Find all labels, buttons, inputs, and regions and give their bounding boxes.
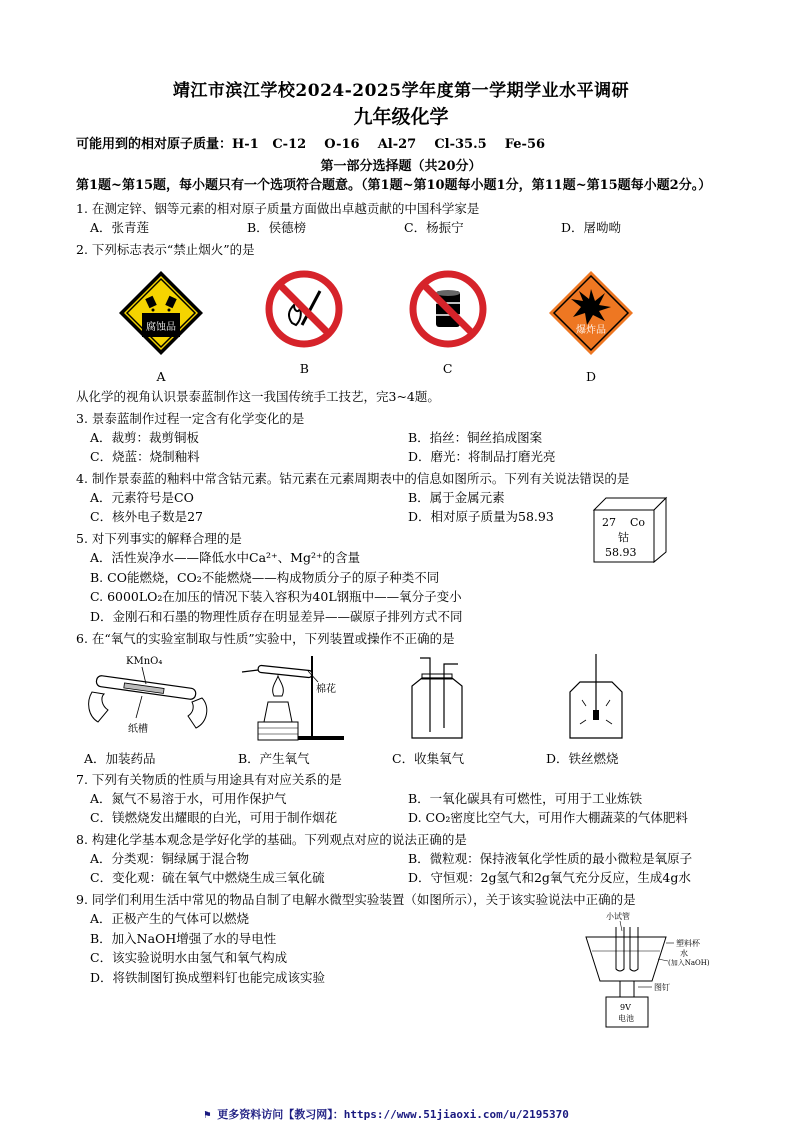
option-d: D．磨光：将制品打磨光亮	[408, 449, 556, 464]
option-b: B．加入NaOH增强了水的导电性	[90, 930, 277, 946]
cup-label: 塑料杯	[676, 939, 700, 948]
option-a: A．张青莲	[90, 220, 150, 235]
option-b: B．侯德榜	[247, 220, 307, 235]
exam-title: 靖江市滨江学校2024-2025学年度第一学期学业水平调研	[172, 81, 630, 101]
question-3-stem: 3. 景泰蓝制作过程一定含有化学变化的是	[76, 411, 305, 426]
apparatus-row	[76, 652, 696, 767]
apparatus-b-caption: B．产生氧气	[238, 751, 310, 766]
flag-icon: ⚑	[204, 1108, 218, 1121]
water-label: 水	[680, 949, 688, 958]
option-b: B．掐丝：铜丝掐成图案	[408, 430, 543, 445]
sign-a-label: 腐蚀品	[146, 322, 176, 333]
section-instructions: 第1题~第15题，每小题只有一个选项符合题意。（第1题~第10题每小题1分，第11题~第15题每小题2分。）	[76, 178, 712, 193]
element-number: 27	[602, 516, 616, 529]
option-d: D．金刚石和石墨的物理性质存在明显差异——碳原子排列方式不同	[90, 608, 463, 624]
question-3-options-row2	[76, 447, 726, 466]
trough-label: 纸槽	[128, 724, 148, 735]
apparatus-d	[546, 652, 696, 767]
question-8-options-row1	[76, 849, 726, 868]
option-b: B．微粒观：保持液氧化学性质的最小微粒是氧原子	[408, 851, 693, 866]
sign-options	[116, 269, 636, 384]
question-1-options	[76, 218, 726, 237]
option-b: B. CO能燃烧，CO₂不能燃烧——构成物质分子的原子种类不同	[90, 569, 440, 585]
battery-label: 电池	[618, 1014, 634, 1023]
sign-d	[546, 269, 636, 384]
footer-link[interactable]: ⚑ 更多资料访问【教习网】：https://www.51jiaoxi.com/u/2195370	[204, 1108, 569, 1121]
question-7-options-row1	[76, 789, 726, 808]
collect-oxygen-diagram	[392, 652, 522, 744]
atomic-mass-line: 可能用到的相对原子质量：H-1 C-12 O-16 Al-27 Cl-35.5 Fe-56	[76, 137, 546, 152]
question-5-stem: 5. 对下列事实的解释合理的是	[76, 531, 242, 546]
option-a: A．裁剪：裁剪铜板	[90, 430, 200, 445]
question-9-stem: 9. 同学们利用生活中常见的物品自制了电解水微型实验装置（如图所示），关于该实验说法中正确的是	[76, 892, 636, 907]
sign-a	[116, 269, 206, 384]
atom-cl: Cl-35.5	[434, 137, 487, 152]
sign-b	[259, 269, 349, 384]
sign-d-letter: D	[585, 369, 596, 384]
option-c: C．镁燃烧发出耀眼的白光，可用于制作烟花	[90, 810, 338, 825]
produce-oxygen-diagram	[238, 652, 368, 744]
option-a: A．活性炭净水——降低水中Ca²⁺、Mg²⁺的含量	[90, 550, 361, 565]
apparatus-a-caption: A．加装药品	[84, 751, 156, 766]
add-reagent-diagram	[84, 652, 214, 744]
question-7-options-row2	[76, 808, 726, 827]
question-7-stem: 7. 下列有关物质的性质与用途具有对应关系的是	[76, 772, 342, 787]
question-2-stem: 2. 下列标志表示“禁止烟火”的是	[76, 242, 255, 257]
atom-c: C-12	[272, 137, 307, 152]
apparatus-c	[392, 652, 542, 767]
option-a: A．氮气不易溶于水，可用作保护气	[90, 791, 287, 806]
no-fire-sign-icon	[264, 269, 344, 349]
apparatus-b	[238, 652, 388, 767]
question-8-options-row2	[76, 868, 726, 887]
tube-label: 小试管	[606, 912, 630, 921]
cobalt-element-card	[592, 496, 668, 564]
option-d: D．将铁制图钉换成塑料钉也能完成该实验	[90, 969, 326, 985]
question-3-options-row1	[76, 428, 726, 447]
atom-h: H-1	[232, 137, 259, 152]
no-barrel-sign-icon	[408, 269, 488, 349]
option-a: A．正极产生的气体可以燃烧	[90, 911, 250, 926]
option-b: B．一氧化碳具有可燃性，可用于工业炼铁	[408, 791, 643, 806]
question-9	[76, 891, 726, 1023]
question-1-stem: 1. 在测定锌、铟等元素的相对原子质量方面做出卓越贡献的中国科学家是	[76, 201, 480, 216]
sign-b-letter: B	[299, 361, 309, 376]
option-d: D. CO₂密度比空气大，可用作大棚蔬菜的气体肥料	[408, 810, 688, 825]
option-c: C．该实验说明水由氢气和氧气构成	[90, 950, 288, 965]
exam-page	[76, 76, 726, 1023]
option-d: D．相对原子质量为58.93	[408, 509, 554, 524]
sign-a-letter: A	[156, 369, 166, 384]
option-c: C．变化观：硫在氧气中燃烧生成三氧化硫	[90, 870, 325, 885]
option-c: C．杨振宁	[404, 220, 464, 235]
atom-o: O-16	[324, 137, 360, 152]
electrolysis-diagram	[576, 911, 726, 1031]
option-a: A．分类观：铜绿属于混合物	[90, 851, 250, 866]
element-symbol: Co	[630, 516, 646, 529]
question-4-stem: 4. 制作景泰蓝的釉料中常含钴元素。钴元素在元素周期表中的信息如图所示。下列有关说法错误的是	[76, 471, 630, 486]
option-c: C. 6000LO₂在加压的情况下装入容积为40L钢瓶中——氧分子变小	[90, 589, 462, 604]
option-d: D．屠呦呦	[561, 220, 622, 235]
naoh-label: (加入NaOH)	[668, 959, 710, 967]
sign-d-label: 爆炸品	[575, 325, 606, 336]
question-8-stem: 8. 构建化学基本观念是学好化学的基础。下列观点对应的说法正确的是	[76, 832, 467, 847]
element-mass: 58.93	[605, 546, 637, 559]
atom-fe: Fe-56	[504, 137, 546, 152]
option-c: C．烧蓝：烧制釉料	[90, 449, 200, 464]
battery-voltage: 9V	[620, 1003, 631, 1012]
section-title: 第一部分选择题（共20分）	[320, 159, 482, 174]
pin-label: 图钉	[654, 983, 670, 992]
option-b: B．属于金属元素	[408, 490, 505, 505]
passage: 从化学的视角认识景泰蓝制作这一我国传统手工技艺，完3~4题。	[76, 389, 440, 404]
apparatus-a	[84, 652, 234, 767]
element-name: 钴	[618, 531, 629, 544]
apparatus-d-caption: D．铁丝燃烧	[546, 751, 619, 766]
question-6-stem: 6. 在“氧气的实验室制取与性质”实验中，下列装置或操作不正确的是	[76, 631, 455, 646]
kmno4-label: KMnO₄	[126, 656, 163, 667]
option-c: C．核外电子数是27	[90, 509, 203, 524]
exam-subtitle: 九年级化学	[353, 106, 449, 128]
apparatus-c-caption: C．收集氧气	[392, 751, 465, 766]
iron-wire-combustion-diagram	[546, 652, 676, 744]
sign-c-letter: C	[442, 361, 453, 376]
cotton-label: 棉花	[316, 684, 336, 695]
option-a: A．元素符号是CO	[90, 490, 194, 505]
sign-c	[403, 269, 493, 384]
explosive-sign-icon	[547, 269, 635, 357]
option-d: D．守恒观：2g氢气和2g氧气充分反应，生成4g水	[408, 870, 691, 885]
atom-al: Al-27	[377, 137, 417, 152]
corrosive-sign-icon	[117, 269, 205, 357]
